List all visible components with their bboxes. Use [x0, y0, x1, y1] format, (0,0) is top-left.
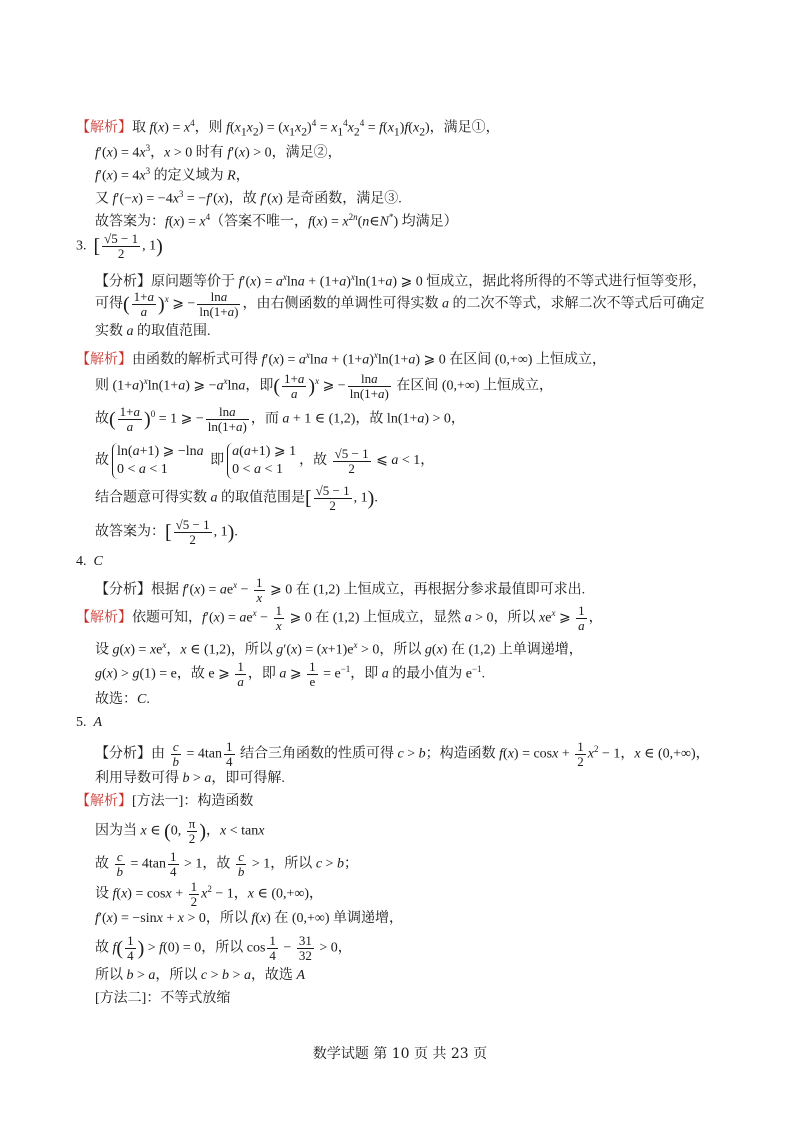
analysis-line: 可得( $\frac{1+a}{a}$ )$^x$ ⩾ − $\frac{\ln a}{\ln(1+a)}$ ，由右侧函数的单调性可得实数 a 的二次不等式，求解二次不等式后可确定 — [95, 289, 705, 319]
analysis-line: 【分析】根据 $f'(x) = ae^x$ − $\frac{1}{x}$ ⩾ 0 在 (1,2) 上恒成立，再根据分参求最值即可求出. — [95, 575, 586, 605]
solution-line: 【解析】依题可知，$f'(x) = ae^x$ − $\frac{1}{x}$ ⩾ 0 在 (1,2) 上恒成立，显然 a > 0，所以 $xe^x$ ⩾ $\frac{1}{a}$ ， — [76, 603, 603, 633]
solution-line: 【解析】由函数的解析式可得 $f'(x) = a^x\ln a + (1+a)^x\ln(1+a)$ ⩾ 0 在区间 (0,+∞) 上恒成立， — [76, 350, 606, 368]
solution-line: $f'(x) = 4x^3$，x > 0 时有 f′(x) > 0，满足②， — [95, 143, 342, 161]
solution-line: 故ln(a+1) ⩾ −lna 0 < a < 1 即a(a+1) ⩾ 1 0 < a < 1，故 $\frac{√5 - 1}{2}$ ⩽ a < 1， — [95, 444, 435, 477]
solution-line: 则 $(1+a)^x\ln(1+a)$ ⩾ $-a^x\ln a$，即( $\frac{1+a}{a}$ )$^x$ ⩾ − $\frac{\ln a}{\ln(1+a)}$ 在区间 (0,+∞) 上恒成立， — [95, 371, 554, 401]
solution-line: 设 $g(x) = xe^x$，x ∈ (1,2)，所以 $g'(x) = (x+1)e^x > 0$，所以 g(x) 在 (1,2) 上单调递增， — [95, 640, 583, 658]
solution-line: 故选：C. — [95, 692, 150, 707]
solution-line: f′(x) = −sinx + x > 0，所以 f(x) 在 (0,+∞) 单调递增， — [95, 911, 404, 926]
solution-line: 【解析】取 $f(x) = x^4$，则 $f(x_1x_2) = (x_1x_2)^4 = x_1^4x_2^4 = f(x_1)f(x_2)$，满足①， — [76, 118, 500, 139]
solution-line: g(x) > g(1) = e，故 e ⩾ $\frac{1}{a}$ ，即 a ⩾ $\frac{1}{e}$ = $e^{-1}$，即 a 的最小值为 $e^{-1}$. — [95, 659, 486, 689]
solution-line: [方法二]：不等式放缩 — [95, 991, 231, 1006]
solution-line: 故答案为：[ $\frac{√5 - 1}{2}$ , 1). — [95, 517, 238, 547]
solution-line: 故 f( $\frac{1}{4}$ ) > f(0) = 0，所以 cos $\frac{1}{4}$ − $\frac{31}{32}$ > 0， — [95, 933, 352, 963]
analysis-line: 实数 a 的取值范围. — [95, 324, 211, 339]
answer-3: 3. [ $\frac{√5 - 1}{2}$ , 1) — [76, 231, 163, 261]
solution-line: 所以 b > a，所以 c > b > a，故选 A — [95, 968, 305, 983]
solution-line: 故答案为：$f(x) = x^4$（答案不唯一，$f(x) = x^{2n}(n\in N^*)$ 均满足） — [95, 212, 458, 230]
solution-line: $f'(x) = 4x^3$ 的定义域为 R， — [95, 166, 250, 184]
answer-5: 5. A — [76, 715, 103, 730]
solution-line: 结合题意可得实数 a 的取值范围是[ $\frac{√5 - 1}{2}$ , 1). — [95, 483, 378, 513]
solution-line: 设 f(x) = cosx + $\frac{1}{2}$ $x^2 - 1$，x ∈ (0,+∞)， — [95, 879, 324, 909]
solution-line: 【解析】[方法一]：构造函数 — [76, 794, 254, 809]
solution-line: 故 $\frac{c}{b}$ = 4tan $\frac{1}{4}$ > 1，故 $\frac{c}{b}$ > 1，所以 c > b； — [95, 849, 358, 879]
analysis-line: 【分析】由 $\frac{c}{b}$ = 4tan $\frac{1}{4}$ 结合三角函数的性质可得 c > b；构造函数 f(x) = cosx + $\frac{1}{2}$ $x^2 - 1$，x ∈ (0,+∞)， — [95, 739, 710, 769]
solution-line: 故( $\frac{1+a}{a}$ )$^0$ = 1 ⩾ − $\frac{\ln a}{\ln(1+a)}$ ，而 a + 1 ∈ (1,2)，故 ln(1+a) > 0， — [95, 404, 465, 434]
analysis-line: 利用导数可得 b > a，即可得解. — [95, 771, 285, 786]
answer-4: 4. C — [76, 554, 103, 569]
solution-line: 因为当 x ∈ (0, $\frac{\pi}{2}$ )，x < tanx — [95, 816, 265, 846]
solution-line: 又 $f'(-x) = -4x^3 = -f'(x)$，故 f′(x) 是奇函数，满足③. — [95, 189, 402, 207]
analysis-line: 【分析】原问题等价于 $f'(x) = a^x\ln a + (1+a)^x\ln(1+a)$ ⩾ 0 恒成立，据此将所得的不等式进行恒等变形， — [95, 272, 707, 290]
page-footer: 数学试题 第 10 页 共 23 页 — [312, 1046, 488, 1062]
